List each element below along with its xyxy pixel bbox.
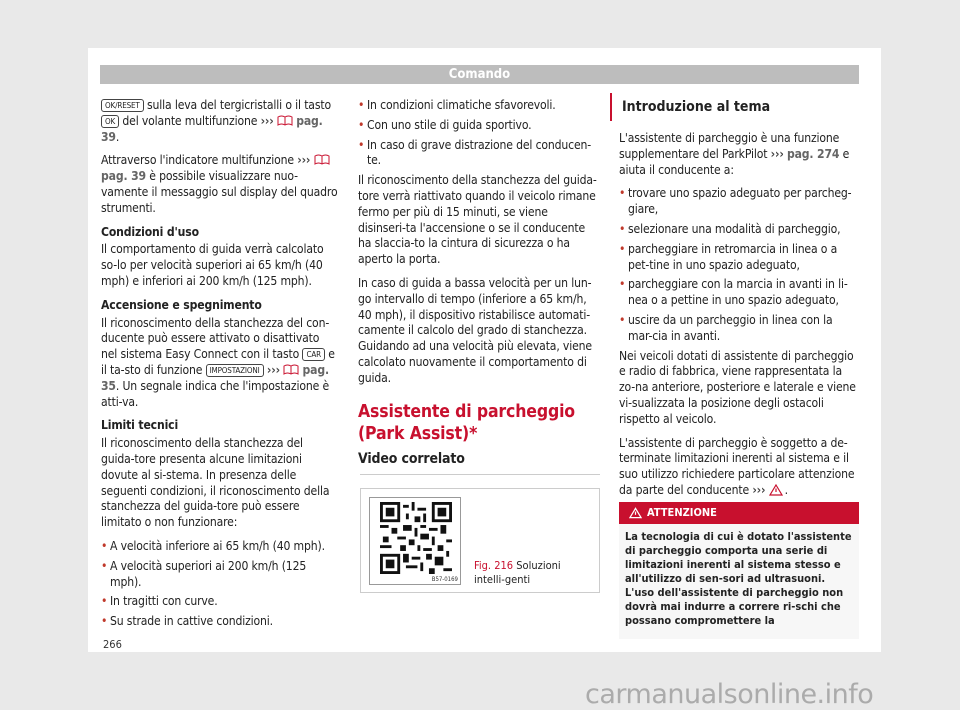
page-ref-link[interactable]: pag. 35 [101, 362, 329, 393]
text: e aiuta il conducente a: [619, 146, 850, 177]
paragraph: In caso di guida a bassa velocità per un lun-go intervallo di tempo (inferiore a 65 km/h, 40 mph), il dispositivo ristabilisce automati-camente il calcolo del grado di stanchezza. Guidando ad una velocità più elevata, viene calcolato nuovamente il comportamento di guida. [358, 275, 592, 385]
list-item: • Su strade in cattive condizioni. [101, 614, 338, 630]
caption-text: Soluzioni intelli-genti [474, 559, 561, 586]
warning-icon [629, 507, 642, 519]
text: del volante multifunzione [122, 113, 258, 128]
text: e il ta-sto di funzione [101, 347, 335, 377]
figure-caption [474, 559, 594, 587]
arrow-icon: ››› [770, 146, 784, 161]
text: . Un segnale indica che l'impostazione è atti-va. [101, 378, 330, 409]
qr-label: B57-0169 [431, 576, 458, 583]
divider [360, 474, 600, 475]
list-item: • In condizioni climatiche sfavorevoli. [358, 98, 598, 114]
figure-box [360, 488, 600, 593]
arrow-icon: ››› [266, 362, 280, 377]
text: Attraverso l'indicatore multifunzione [101, 153, 294, 168]
list-item: • Con uno stile di guida sportivo. [358, 118, 598, 134]
text: sulla leva del tergicristalli o il tasto [146, 98, 331, 112]
paragraph: Il riconoscimento della stanchezza del guida-tore presenta alcune limitazioni dovute al si-stema. In presenza delle seguenti condizioni, il riconoscimento della stanchezza del guida-tore può essere limitato o non funzionare: [101, 436, 330, 530]
text: L'assistente di parcheggio è una funzione supplementare del ParkPilot [619, 131, 840, 161]
watermark: carmanualsonline.info [585, 679, 874, 710]
paragraph: Il riconoscimento della stanchezza del guida-tore verrà riattivato quando il veicolo rimane fermo per più di 15 minuti, se viene disinseri-ta l'accensione o se il conducente ha slaccia-to la cintura di sicurezza o ha aperto la porta. [358, 173, 597, 267]
text: Il riconoscimento della stanchezza del con-ducente può essere attivato o disattivato nel sistema Easy Connect con il tasto [101, 315, 330, 362]
list-item: • A velocità inferiore ai 65 km/h (40 mph). [101, 539, 338, 555]
book-icon [277, 115, 293, 126]
warning-title: ATTENZIONE [647, 506, 717, 519]
key-ok: OK [101, 115, 119, 128]
paragraph: OK/RESET sulla leva del tergicristalli o il tasto OK del volante multifunzione ››› pag. 39. [101, 98, 331, 144]
subheading: Accensione e spegnimento [101, 297, 262, 312]
section-title: Introduzione al tema [622, 99, 771, 115]
warning-icon [769, 484, 785, 495]
qr-code[interactable] [369, 497, 461, 585]
key-ok-reset: OK/RESET [101, 99, 144, 112]
list-item: • uscire da un parcheggio in linea con la mar-cia in avanti. [619, 313, 859, 345]
page-header: Comando [100, 65, 859, 84]
paragraph: Il comportamento di guida verrà calcolato so-lo per velocità superiori ai 65 km/h (40 mph) e inferiori ai 200 km/h (125 mph). [101, 242, 324, 288]
book-icon [283, 364, 299, 375]
page-number: 266 [103, 638, 122, 651]
warning-text: La tecnologia di cui è dotato l'assistente di parcheggio comporta una serie di limitazioni inerenti al sistema stesso e all'utilizzo di sen-sori ad ultrasuoni. L'uso dell'assistente di parcheggio non dovrà mai indurre a correre ri-schi che possano compromettere la [625, 530, 852, 627]
figure-number: Fig. 216 [474, 559, 514, 572]
column-2 [358, 98, 598, 467]
paragraph [101, 316, 338, 411]
paragraph [101, 153, 338, 216]
text: L'assistente di parcheggio è soggetto a de-terminate limitazioni inerenti al sistema e il suo utilizzo richiedere particolare attenzione da parte del conducente [619, 435, 855, 497]
arrow-icon: ››› [260, 113, 274, 128]
text: è possibile visualizzare nuo-vamente il messaggio sul display del quadro strumenti. [101, 169, 338, 215]
video-heading: Video correlato [358, 450, 465, 467]
key-impostazioni: IMPOSTAZIONI [206, 364, 264, 377]
qr-code-icon [380, 502, 452, 574]
list-item: • A velocità superiori ai 200 km/h (125 mph). [101, 559, 338, 591]
list-item: • In caso di grave distrazione del conducen-te. [358, 138, 598, 170]
list-item: • parcheggiare con la marcia in avanti in li-nea o a pettine in uno spazio adeguato, [619, 277, 859, 309]
arrow-icon: ››› [752, 482, 766, 497]
page-ref-link[interactable]: pag. 274 [786, 146, 840, 161]
list-item: • In tragitti con curve. [101, 594, 338, 610]
subheading: Limiti tecnici [101, 418, 179, 433]
section-title-bar [610, 93, 861, 121]
paragraph: L'assistente di parcheggio è soggetto a de-terminate limitazioni inerenti al sistema e il suo utilizzo richiedere particolare attenzione da parte del conducente ››› . [619, 435, 855, 497]
list-item: • trovare uno spazio adeguato per parcheg-giare, [619, 186, 859, 218]
column-3 [619, 131, 859, 507]
book-icon [314, 154, 330, 165]
list-item: • selezionare una modalità di parcheggio, [619, 222, 859, 238]
paragraph: Nei veicoli dotati di assistente di parcheggio e radio di fabbrica, viene rappresentata la zo-na anteriore, posteriore e laterale e viene vi-sualizzata la posizione degli ostacoli rispetto al veicolo. [619, 348, 856, 426]
subheading: Condizioni d'uso [101, 224, 199, 239]
section-heading: Assistente di parcheggio (Park Assist)* [358, 401, 575, 445]
warning-header [619, 502, 859, 524]
list-item: • parcheggiare in retromarcia in linea o a pet-tine in uno spazio adeguato, [619, 242, 859, 274]
warning-box [619, 502, 859, 639]
paragraph [619, 131, 859, 178]
page-ref-link[interactable]: pag. 39 [101, 169, 146, 184]
column-1 [101, 98, 338, 634]
arrow-icon: ››› [297, 153, 311, 168]
key-car: CAR [302, 348, 325, 361]
page-ref-link[interactable]: pag. 39 [101, 113, 323, 144]
